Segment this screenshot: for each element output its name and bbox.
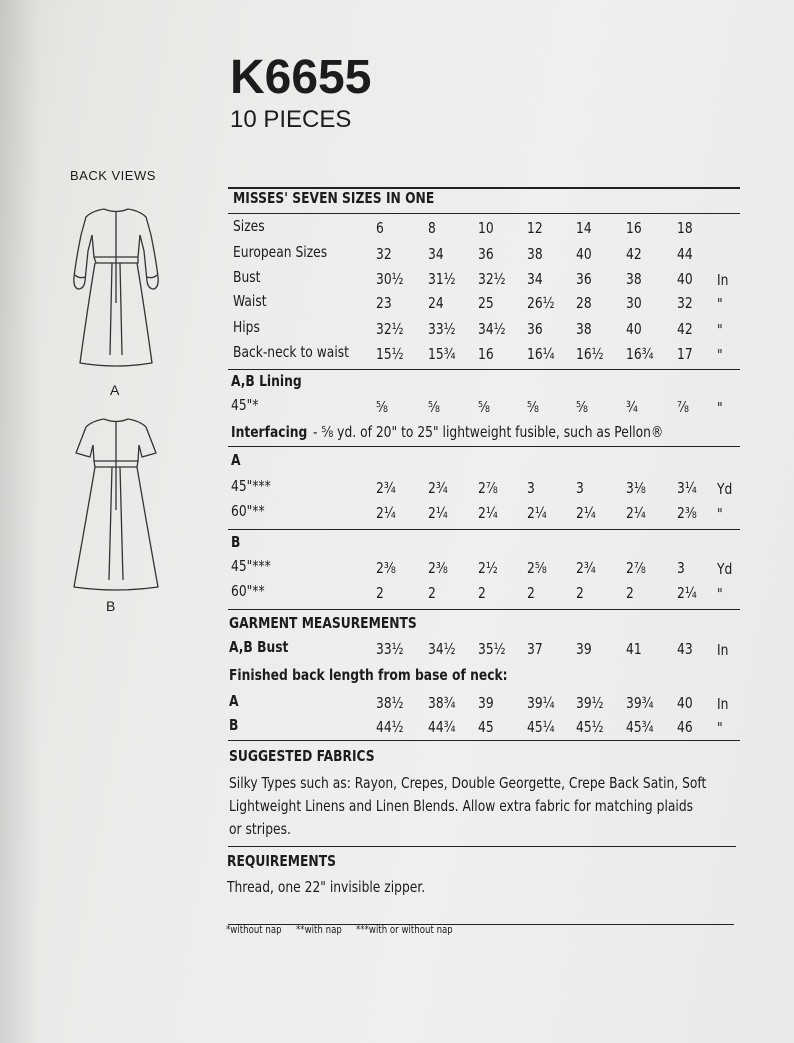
yardage-b-row-unit: "	[717, 585, 723, 603]
yardage-b-row-value: 2¾	[576, 559, 596, 577]
yardage-b-row-value: 2⅞	[626, 559, 646, 577]
yardage-a-row-label: 60"**	[231, 502, 265, 520]
yardage-b-row-value: 2⅝	[527, 559, 547, 577]
size-row-value: 34	[527, 270, 543, 288]
size-row-unit: "	[717, 321, 723, 339]
lining-title: A,B Lining	[231, 372, 302, 390]
finished-length-row-value: 45½	[576, 718, 604, 736]
garment-bust-row-value: 41	[626, 640, 642, 658]
garment-measurements-title: GARMENT MEASUREMENTS	[229, 614, 417, 632]
size-row-unit: "	[717, 346, 723, 364]
yardage-b-row-value: 2	[626, 584, 634, 602]
size-row-value: 25	[478, 294, 494, 312]
size-row-value: 42	[677, 320, 693, 338]
size-row-value: 16¼	[527, 345, 555, 363]
size-row-label: Back-neck to waist	[233, 343, 349, 361]
size-title-rule	[228, 213, 740, 214]
size-row-value: 28	[576, 294, 592, 312]
yardage-a-row-value: 3	[576, 479, 584, 497]
size-row-value: 32½	[478, 270, 506, 288]
dress-a-back-view-drawing	[66, 205, 166, 375]
size-row-label: Sizes	[233, 217, 265, 235]
yardage-a-row-unit: Yd	[717, 480, 733, 498]
requirements-title: REQUIREMENTS	[227, 852, 336, 870]
garment-bust-row-value: 43	[677, 640, 693, 658]
size-row-value: 31½	[428, 270, 456, 288]
finished-length-row-label: B	[229, 716, 239, 734]
yardage-b-row-value: 2	[527, 584, 535, 602]
yardage-a-row-value: 2¾	[428, 479, 448, 497]
size-row-value: 38	[576, 320, 592, 338]
yardage-b-row-value: 2	[428, 584, 436, 602]
back-views-title: BACK VIEWS	[70, 168, 156, 183]
yardage-b-row-value: 2¼	[677, 584, 697, 602]
size-row-value: 38	[527, 245, 543, 263]
yardage-a-row-value: 3⅛	[626, 479, 646, 497]
footnote-without-nap: *without nap	[226, 924, 282, 936]
size-row-value: 10	[478, 219, 494, 237]
lining-row-value: ⅝	[428, 398, 440, 416]
finished-length-row-value: 40	[677, 694, 693, 712]
lining-row-value: ⅞	[677, 398, 689, 416]
yardage-b-row-value: 2½	[478, 559, 498, 577]
yardage-a-rule	[228, 529, 740, 530]
size-row-value: 42	[626, 245, 642, 263]
finished-length-row-value: 39¼	[527, 694, 555, 712]
yardage-a-row-value: 2¼	[376, 504, 396, 522]
yardage-a-row-value: 2⅜	[677, 504, 697, 522]
yardage-b-row-value: 2	[576, 584, 584, 602]
size-row-value: 33½	[428, 320, 456, 338]
footnote-with-nap: **with nap	[296, 924, 342, 936]
size-row-value: 16¾	[626, 345, 654, 363]
yardage-a-row-value: 2¼	[626, 504, 646, 522]
lining-row-label: 45"*	[231, 396, 259, 414]
yardage-b-row-value: 2⅜	[376, 559, 396, 577]
lining-row-value: ⅝	[576, 398, 588, 416]
size-row-value: 40	[677, 270, 693, 288]
size-row-value: 32	[376, 245, 392, 263]
lining-row-value: ⅝	[527, 398, 539, 416]
size-row-value: 23	[376, 294, 392, 312]
size-row-value: 40	[626, 320, 642, 338]
size-row-value: 15¾	[428, 345, 456, 363]
fabrics-rule	[228, 846, 736, 847]
view-b-label: B	[106, 598, 116, 614]
garment-bust-row-value: 37	[527, 640, 543, 658]
size-row-unit: "	[717, 295, 723, 313]
size-row-value: 14	[576, 219, 592, 237]
size-row-unit: In	[717, 271, 729, 289]
yardage-a-row-value: 2¼	[428, 504, 448, 522]
size-row-value: 44	[677, 245, 693, 263]
yardage-b-row-value: 2	[478, 584, 486, 602]
suggested-fabrics-title: SUGGESTED FABRICS	[229, 747, 375, 765]
view-a-label: A	[110, 382, 120, 398]
yardage-b-row-label: 45"***	[231, 557, 271, 575]
finished-length-row-unit: "	[717, 719, 723, 737]
fabrics-text-line: or stripes.	[229, 820, 291, 838]
finished-length-row-value: 45	[478, 718, 494, 736]
yardage-a-row-value: 2¾	[376, 479, 396, 497]
size-row-label: Bust	[233, 268, 261, 286]
lining-row-value: ⅝	[376, 398, 388, 416]
yardage-b-title: B	[231, 533, 241, 551]
size-row-value: 16	[478, 345, 494, 363]
size-row-value: 40	[576, 245, 592, 263]
size-row-value: 17	[677, 345, 693, 363]
yardage-a-row-value: 3	[527, 479, 535, 497]
yardage-b-row-label: 60"**	[231, 582, 265, 600]
size-row-value: 36	[527, 320, 543, 338]
size-row-value: 32	[677, 294, 693, 312]
garment-bust-row-label: A,B Bust	[229, 638, 289, 656]
finished-length-row-value: 39¾	[626, 694, 654, 712]
size-row-value: 8	[428, 219, 436, 237]
finished-length-row-value: 39½	[576, 694, 604, 712]
size-row-value: 16½	[576, 345, 604, 363]
size-row-value: 36	[576, 270, 592, 288]
yardage-a-row-value: 2¼	[478, 504, 498, 522]
footnote-with-or-without-nap: ***with or without nap	[356, 924, 453, 936]
size-row-value: 16	[626, 219, 642, 237]
size-row-label: Hips	[233, 318, 260, 336]
finished-length-row-value: 39	[478, 694, 494, 712]
size-row-value: 26½	[527, 294, 555, 312]
garment-bust-row-value: 33½	[376, 640, 404, 658]
size-row-value: 34	[428, 245, 444, 263]
finished-length-row-value: 45¾	[626, 718, 654, 736]
yardage-a-title: A	[231, 451, 241, 469]
garment-bust-row-unit: In	[717, 641, 729, 659]
size-row-value: 34½	[478, 320, 506, 338]
dress-b-back-view-drawing	[66, 415, 166, 595]
yardage-a-row-value: 3¼	[677, 479, 697, 497]
fabrics-text-line: Lightweight Linens and Linen Blends. Allow extra fabric for matching plaids	[229, 797, 694, 815]
finished-length-row-label: A	[229, 692, 239, 710]
yardage-a-row-value: 2¼	[576, 504, 596, 522]
yardage-a-row-label: 45"***	[231, 477, 271, 495]
size-table-title: MISSES' SEVEN SIZES IN ONE	[233, 189, 435, 207]
requirements-text: Thread, one 22" invisible zipper.	[227, 878, 426, 896]
yardage-a-row-value: 2⅞	[478, 479, 498, 497]
size-table-bottom-rule	[228, 369, 740, 370]
interfacing-text: - ⅝ yd. of 20" to 25" lightweight fusible, such as Pellon®	[313, 423, 664, 441]
size-row-value: 30	[626, 294, 642, 312]
yardage-a-row-unit: "	[717, 505, 723, 523]
lining-row-unit: "	[717, 399, 723, 417]
page-shadow	[0, 0, 40, 1043]
garment-rule	[228, 740, 740, 741]
garment-bust-row-value: 34½	[428, 640, 456, 658]
size-row-value: 36	[478, 245, 494, 263]
size-row-value: 6	[376, 219, 384, 237]
garment-bust-row-value: 35½	[478, 640, 506, 658]
size-row-value: 18	[677, 219, 693, 237]
interfacing-rule	[228, 446, 740, 447]
size-row-label: Waist	[233, 292, 267, 310]
pieces-count: 10 PIECES	[230, 106, 352, 133]
finished-length-row-value: 44¾	[428, 718, 456, 736]
size-row-value: 12	[527, 219, 543, 237]
lining-row-value: ⅝	[478, 398, 490, 416]
size-row-value: 24	[428, 294, 444, 312]
yardage-a-row-value: 2¼	[527, 504, 547, 522]
pattern-number: K6655	[230, 51, 372, 104]
yardage-b-row-value: 2⅜	[428, 559, 448, 577]
interfacing-label: Interfacing	[231, 423, 308, 441]
yardage-b-rule	[228, 609, 740, 610]
finished-length-title: Finished back length from base of neck:	[229, 666, 508, 684]
finished-length-row-value: 45¼	[527, 718, 555, 736]
finished-length-row-unit: In	[717, 695, 729, 713]
size-row-value: 38	[626, 270, 642, 288]
size-row-value: 30½	[376, 270, 404, 288]
finished-length-row-value: 44½	[376, 718, 404, 736]
lining-row-value: ¾	[626, 398, 638, 416]
size-row-value: 32½	[376, 320, 404, 338]
finished-length-row-value: 46	[677, 718, 693, 736]
yardage-b-row-unit: Yd	[717, 560, 733, 578]
finished-length-row-value: 38½	[376, 694, 404, 712]
finished-length-row-value: 38¾	[428, 694, 456, 712]
fabrics-text-line: Silky Types such as: Rayon, Crepes, Double Georgette, Crepe Back Satin, Soft	[229, 774, 707, 792]
yardage-b-row-value: 2	[376, 584, 384, 602]
yardage-b-row-value: 3	[677, 559, 685, 577]
size-row-value: 15½	[376, 345, 404, 363]
size-row-label: European Sizes	[233, 243, 328, 261]
garment-bust-row-value: 39	[576, 640, 592, 658]
